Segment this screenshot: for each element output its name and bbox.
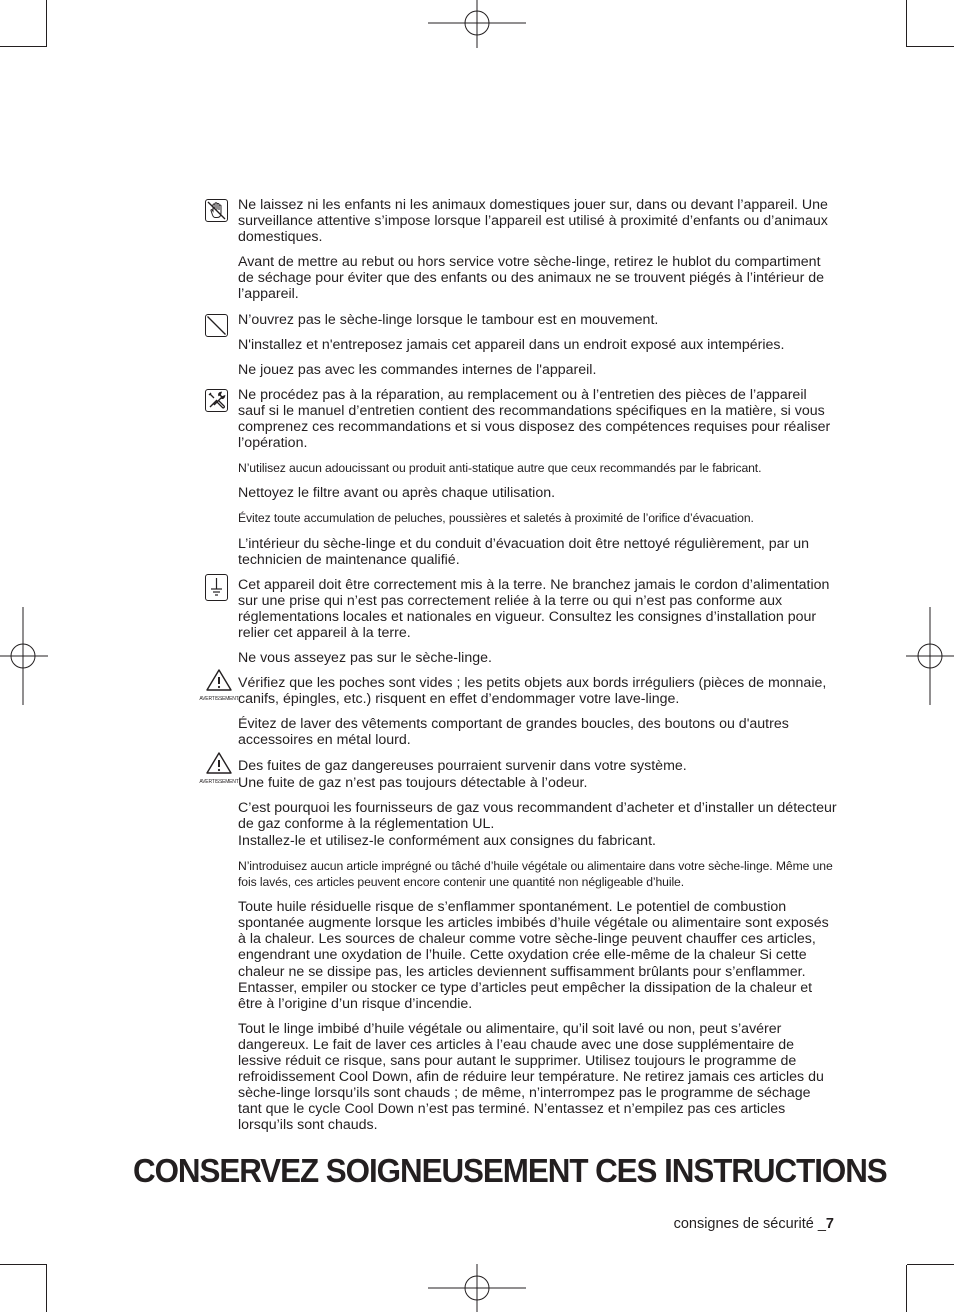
- paragraph: [197, 485, 837, 501]
- page-footer: [674, 1214, 834, 1234]
- paragraph-text: N'installez et n'entreposez jamais cet appareil dans un endroit exposé aux intempéries.: [238, 336, 785, 353]
- paragraph-text: Ne jouez pas avec les commandes internes de l'appareil.: [238, 361, 597, 378]
- paragraph: [197, 650, 837, 666]
- crop-mark: [46, 0, 47, 47]
- warning-label: AVERTISSEMENT: [199, 696, 239, 703]
- paragraph: [197, 577, 837, 641]
- paragraph: [197, 197, 837, 245]
- paragraph-text: Nettoyez le filtre avant ou après chaque utilisation.: [238, 485, 556, 502]
- paragraph: [197, 362, 837, 378]
- no-repair-icon: [205, 389, 228, 412]
- paragraph: [197, 337, 837, 353]
- footer-section: consignes de sécurité _: [673, 1216, 826, 1232]
- paragraph-text: N’introduisez aucun article imprégné ou tâché d’huile végétale ou alimentaire dans votre sèche-linge. Même une fois lavés, ces articles peuvent encore contenir une quantité non négligeable d’huile.: [238, 859, 833, 890]
- paragraph-text: Des fuites de gaz dangereuses pourraient survenir dans votre système.: [238, 757, 687, 774]
- paragraph-text: Installez-le et utilisez-le conformément aux consignes du fabricant.: [238, 832, 656, 849]
- safety-instructions: [197, 197, 837, 1143]
- paragraph-text: Tout le linge imbibé d’huile végétale ou alimentaire, qu’il soit lavé ou non, peut s’avérer dangereux. Le fait de laver ces articles à l’eau chaude avec une dose supplémentaire de lessive réduit ce risque, sans pour autant le supprimer. Utilisez toujours le programme de refroidissement Cool Down, afin de réduire leur température. Ne retirez jamais ces articles du sèche-linge lorsqu’ils sont chauds ; de même, n’interrompez pas le programme de séchage tant que le cycle Cool Down n’est pas terminé. N’entassez et n’empilez pas ces articles lorsqu’ils sont chauds.: [238, 1020, 824, 1134]
- warning-label: AVERTISSEMENT: [199, 778, 239, 785]
- paragraph: [197, 536, 837, 568]
- registration-mark-right: [906, 607, 954, 705]
- ground-icon: [205, 574, 228, 601]
- paragraph: [197, 858, 837, 890]
- paragraph: [197, 510, 837, 526]
- crop-mark: [906, 1265, 907, 1312]
- paragraph-text: Une fuite de gaz n’est pas toujours détectable à l’odeur.: [238, 774, 588, 791]
- paragraph: [197, 899, 837, 1012]
- crop-mark: [0, 46, 47, 47]
- warning-icon: [197, 668, 241, 702]
- registration-mark-left: [0, 607, 48, 705]
- paragraph-text: Évitez de laver des vêtements comportant de grandes boucles, des boutons ou d'autres accessoires en métal lourd.: [238, 716, 789, 749]
- paragraph: [197, 1021, 837, 1134]
- paragraph: [197, 254, 837, 302]
- registration-mark-top: [428, 0, 526, 48]
- paragraph: [197, 675, 837, 707]
- paragraph-text: L’intérieur du sèche-linge et du conduit d’évacuation doit être nettoyé régulièrement, par un technicien de maintenance qualifié.: [238, 535, 810, 568]
- paragraph-text: Vérifiez que les poches sont vides ; les petits objets aux bords irréguliers (pièces de monnaie, canifs, épingles, etc.) risquent en effet d’endommager votre lave-linge.: [238, 675, 827, 708]
- paragraph: [197, 833, 837, 849]
- paragraph-text: Ne procédez pas à la réparation, au remplacement ou à l’entretien des pièces de l’appareil sauf si le manuel d’entretien contient des recommandations spécifiques en la matière, si vous comprenez ces recommandations et si vous disposez des compétences requises pour réaliser l’opération.: [238, 386, 831, 452]
- paragraph-text: Cet appareil doit être correctement mis à la terre. Ne branchez jamais le cordon d’alimentation sur une prise qui n’est pas correctement reliée à la terre ou qui n’est pas conforme aux réglementations locales et nationales en vigueur. Consultez les consignes d’installation pour relier cet appareil à la terre.: [238, 576, 830, 641]
- paragraph: [197, 716, 837, 748]
- page-number: 7: [825, 1216, 834, 1232]
- page-title: CONSERVEZ SOIGNEUSEMENT CES INSTRUCTIONS: [133, 1152, 887, 1189]
- paragraph: [197, 775, 837, 791]
- paragraph-text: C’est pourquoi les fournisseurs de gaz vous recommandent d’acheter et d’installer un détecteur de gaz conforme à la réglementation UL.: [238, 799, 837, 832]
- paragraph-text: Ne vous asseyez pas sur le sèche-linge.: [238, 650, 492, 667]
- paragraph: [197, 460, 837, 476]
- paragraph-text: Évitez toute accumulation de peluches, poussières et saletés à proximité de l’orifice d’évacuation.: [238, 511, 754, 526]
- registration-mark-bottom: [428, 1264, 526, 1312]
- paragraph: [197, 312, 837, 328]
- paragraph: [197, 800, 837, 832]
- crop-mark: [906, 0, 907, 47]
- crop-mark: [907, 46, 954, 47]
- crop-mark: [0, 1264, 47, 1265]
- no-hand-icon: [205, 199, 228, 222]
- crop-mark: [46, 1265, 47, 1312]
- paragraph-text: Avant de mettre au rebut ou hors service votre sèche-linge, retirez le hublot du compartiment de séchage pour éviter que des enfants ou des animaux ne se trouvent piégés à l’intérieur de l’appareil.: [238, 254, 825, 303]
- prohibited-icon: [205, 314, 228, 337]
- paragraph-text: N’utilisez aucun adoucissant ou produit anti-statique autre que ceux recommandés par le fabricant.: [238, 461, 762, 476]
- paragraph-text: Ne laissez ni les enfants ni les animaux domestiques jouer sur, dans ou devant l’appareil. Une surveillance attentive s’impose lorsque l’appareil est utilisé à proximité d’enfants ou d’animaux domestiques.: [238, 197, 828, 246]
- paragraph-text: Toute huile résiduelle risque de s’enflammer spontanément. Le potentiel de combustion spontanée augmente lorsque les articles imbibés d’huile végétale ou alimentaire sont exposés à la chaleur. Les sources de chaleur comme votre sèche-linge peuvent chauffer ces articles, engendrant une oxydation de l’huile. Cette oxydation crée elle-même de la chaleur Si cette chaleur ne se dissipe pas, les articles deviennent suffisamment brûlants pour s’enflammer. Entasser, empiler ou stocker ce type d’articles peut empêcher la dissipation de la chaleur et être à l’origine d’un risque d’incendie.: [238, 899, 829, 1012]
- paragraph: [197, 387, 837, 451]
- paragraph-text: N’ouvrez pas le sèche-linge lorsque le tambour est en mouvement.: [238, 311, 659, 328]
- crop-mark: [907, 1264, 954, 1265]
